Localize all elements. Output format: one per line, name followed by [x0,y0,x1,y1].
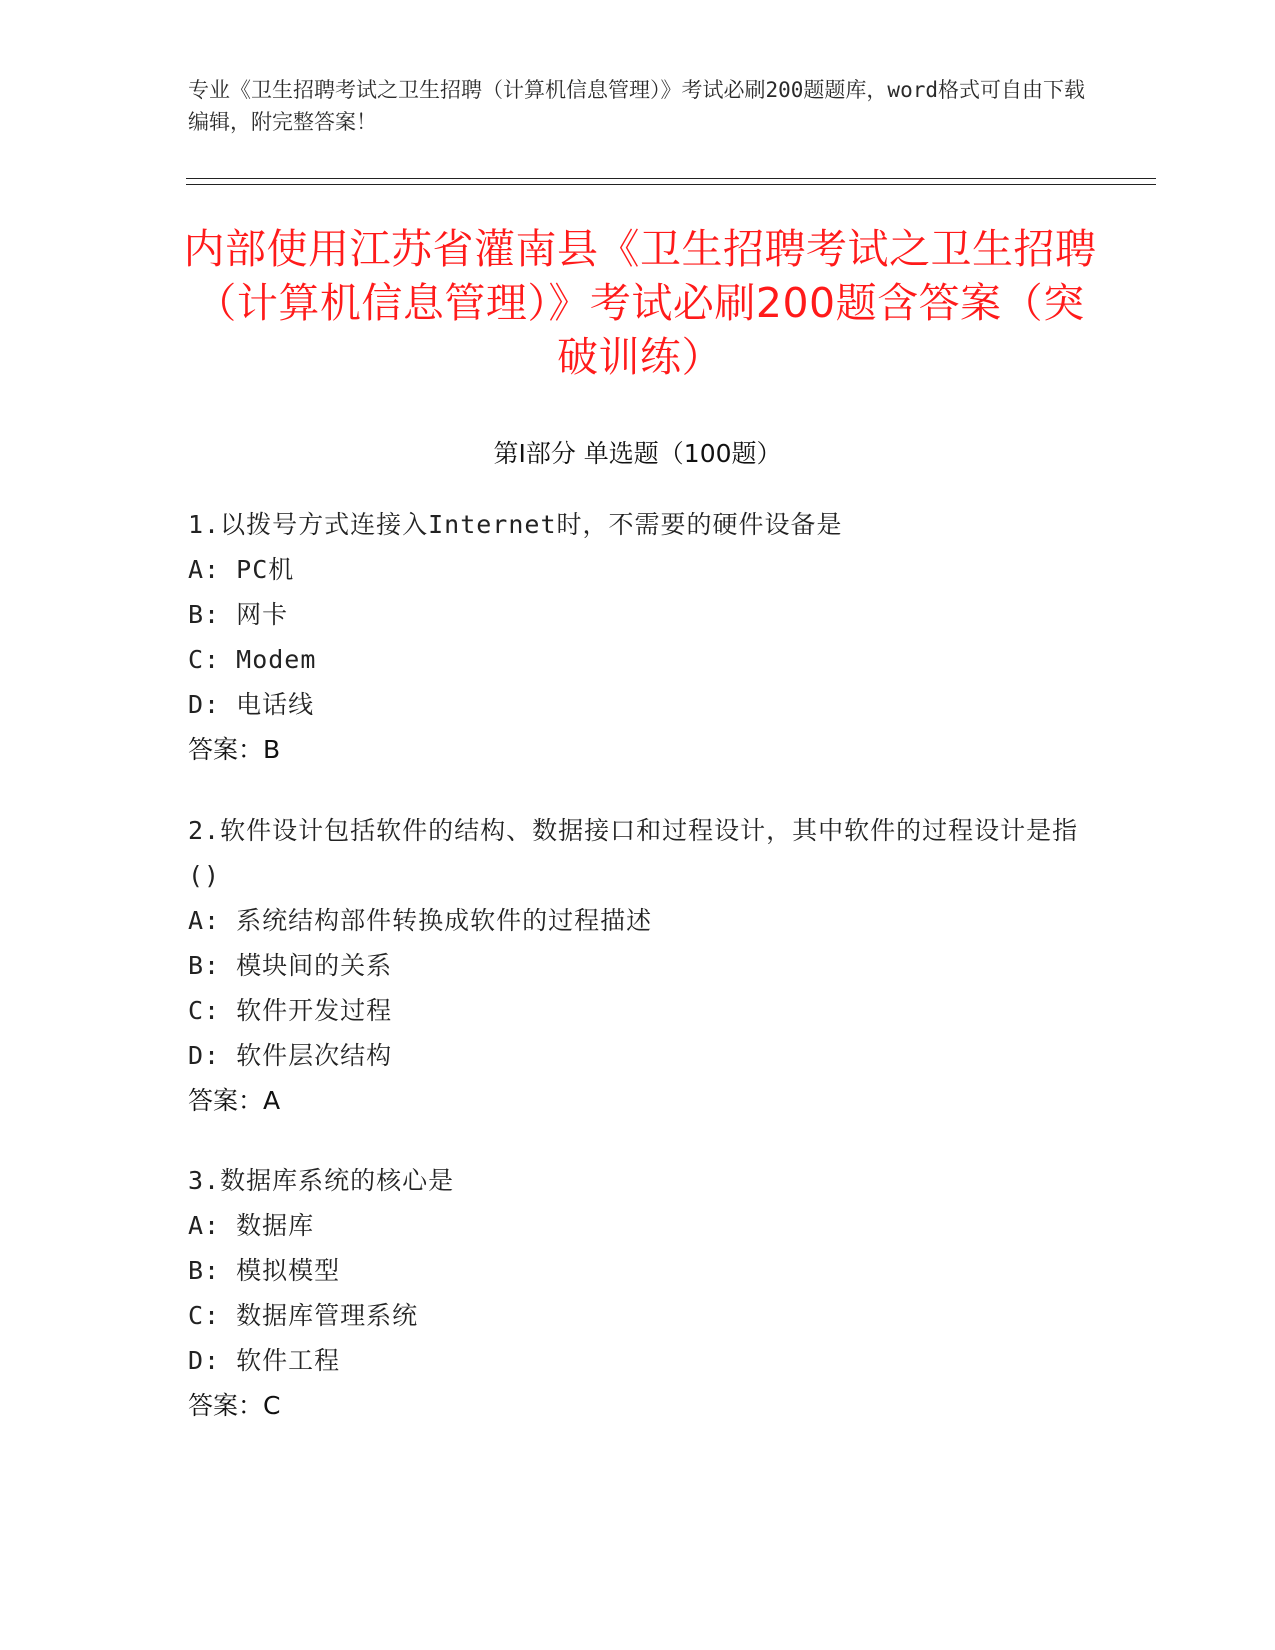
document-title: 内部使用江苏省灌南县《卫生招聘考试之卫生招聘（计算机信息管理）》考试必刷200题含答案（突破训练） [183,225,1097,381]
option-d: D: 软件层次结构 [188,1041,393,1070]
answer: 答案：A [188,1086,281,1115]
option-c: C: Modem [188,645,317,674]
question-text: 3.数据库系统的核心是 [188,1166,455,1195]
option-b: B: 网卡 [188,600,289,629]
question-text: 1.以拨号方式连接入Internet时，不需要的硬件设备是 [188,510,843,539]
option-a: A: PC机 [188,555,295,584]
option-c: C: 数据库管理系统 [188,1301,419,1330]
option-a: A: 数据库 [188,1211,315,1240]
option-c: C: 软件开发过程 [188,996,393,1025]
section-title: 第Ⅰ部分 单选题（100题） [493,439,782,468]
option-d: D: 软件工程 [188,1346,341,1375]
question-1 [188,502,1088,772]
option-a: A: 系统结构部件转换成软件的过程描述 [188,906,653,935]
header-note: 专业《卫生招聘考试之卫生招聘（计算机信息管理）》考试必刷200题题库，word格式可自由下载编辑，附完整答案！ [188,78,1085,134]
option-b: B: 模拟模型 [188,1256,341,1285]
answer: 答案：C [188,1391,281,1420]
header-divider [186,178,1156,185]
question-text: 2.软件设计包括软件的结构、数据接口和过程设计，其中软件的过程设计是指() [188,816,1079,890]
question-2 [188,808,1088,1123]
question-3 [188,1158,1088,1428]
answer: 答案：B [188,735,281,764]
option-d: D: 电话线 [188,690,315,719]
option-b: B: 模块间的关系 [188,951,393,980]
